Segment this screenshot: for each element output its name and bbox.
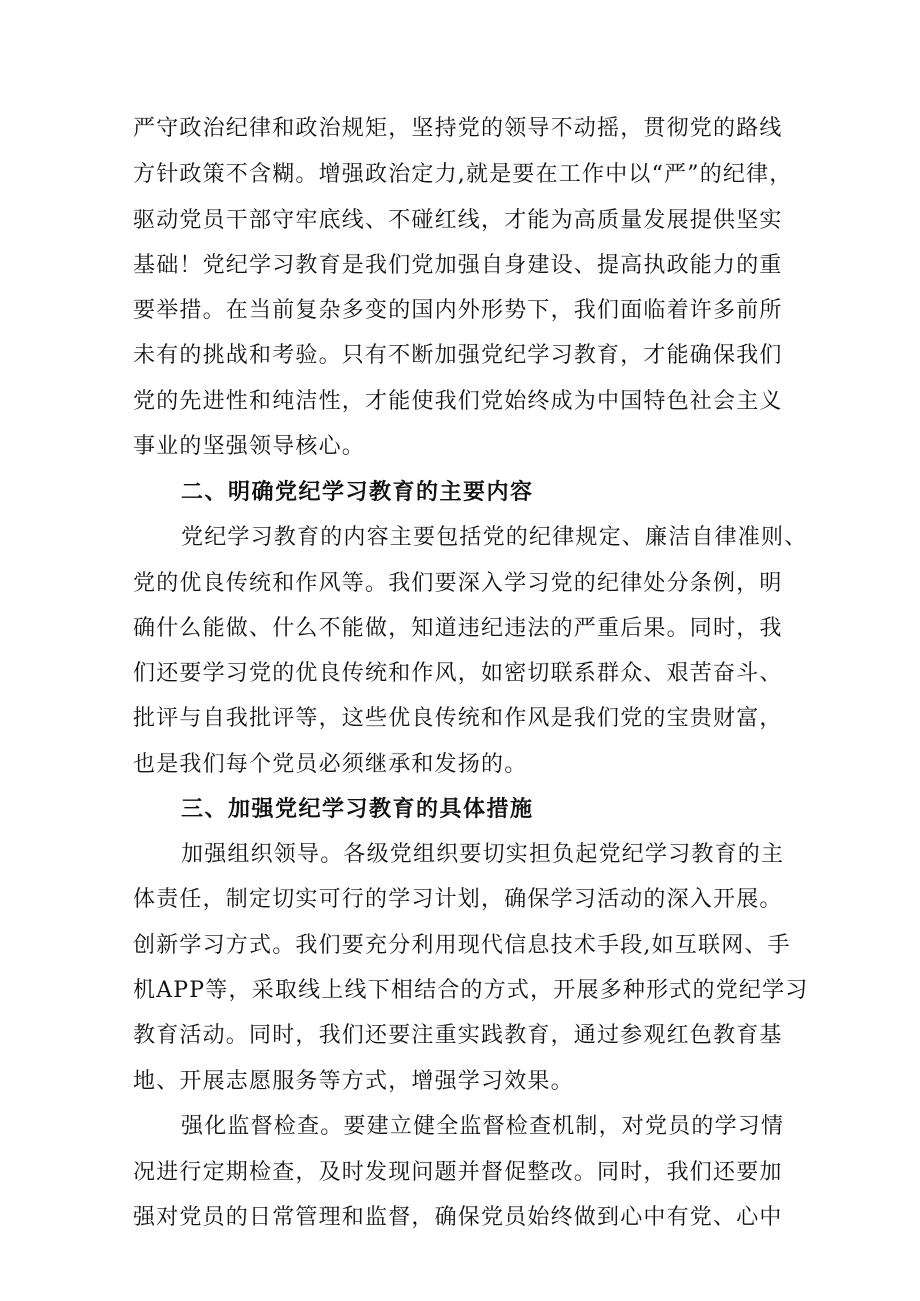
- paragraph-line: 地、开展志愿服务等方式，增强学习效果。: [133, 1069, 574, 1094]
- paragraph-line: 基础！党纪学习教育是我们党加强自身建设、提高执政能力的重: [133, 253, 783, 278]
- paragraph-line: 严守政治纪律和政治规矩，坚持党的领导不动摇，贯彻党的路线: [133, 116, 783, 141]
- paragraph-line: 创新学习方式。我们要充分利用现代信息技术手段,如互联网、手: [133, 933, 791, 958]
- paragraph-line: 机APP等，采取线上线下相结合的方式，开展多种形式的党纪学习: [133, 978, 809, 1003]
- paragraph-line: 体责任，制定切实可行的学习计划，确保学习活动的深入开展。: [133, 887, 783, 912]
- section-heading: 二、明确党纪学习教育的主要内容: [181, 480, 534, 505]
- paragraph-line: 未有的挑战和考验。只有不断加强党纪学习教育，才能确保我们: [133, 343, 783, 368]
- paragraph-line: 也是我们每个党员必须继承和发扬的。: [133, 752, 528, 777]
- paragraph-line: 们还要学习党的优良传统和作风，如密切联系群众、艰苦奋斗、: [133, 661, 783, 686]
- paragraph-line: 批评与自我批评等，这些优良传统和作风是我们党的宝贵财富，: [133, 706, 783, 731]
- paragraph-line: 强化监督检查。要建立健全监督检查机制，对党员的学习情: [181, 1114, 785, 1139]
- paragraph-line: 驱动党员干部守牢底线、不碰红线，才能为高质量发展提供坚实: [133, 208, 783, 233]
- paragraph-line: 加强组织领导。各级党组织要切实担负起党纪学习教育的主: [181, 842, 785, 867]
- paragraph-line: 党的优良传统和作风等。我们要深入学习党的纪律处分条例，明: [133, 571, 783, 596]
- paragraph-line: 强对党员的日常管理和监督，确保党员始终做到心中有党、心中: [133, 1205, 783, 1230]
- paragraph-line: 党纪学习教育的内容主要包括党的纪律规定、廉洁自律准则、: [181, 525, 808, 550]
- paragraph-line: 方针政策不含糊。增强政治定力,就是要在工作中以“严”的纪律，: [133, 162, 793, 187]
- paragraph-line: 况进行定期检查，及时发现问题并督促整改。同时，我们还要加: [133, 1160, 783, 1185]
- paragraph-line: 确什么能做、什么不能做，知道违纪违法的严重后果。同时，我: [133, 616, 783, 641]
- paragraph-line: 教育活动。同时，我们还要注重实践教育，通过参观红色教育基: [133, 1023, 783, 1048]
- paragraph-line: 要举措。在当前复杂多变的国内外形势下，我们面临着许多前所: [133, 298, 783, 323]
- paragraph-line: 党的先进性和纯洁性，才能使我们党始终成为中国特色社会主义: [133, 389, 783, 414]
- paragraph-line: 事业的坚强领导核心。: [133, 434, 366, 459]
- section-heading: 三、加强党纪学习教育的具体措施: [181, 797, 534, 822]
